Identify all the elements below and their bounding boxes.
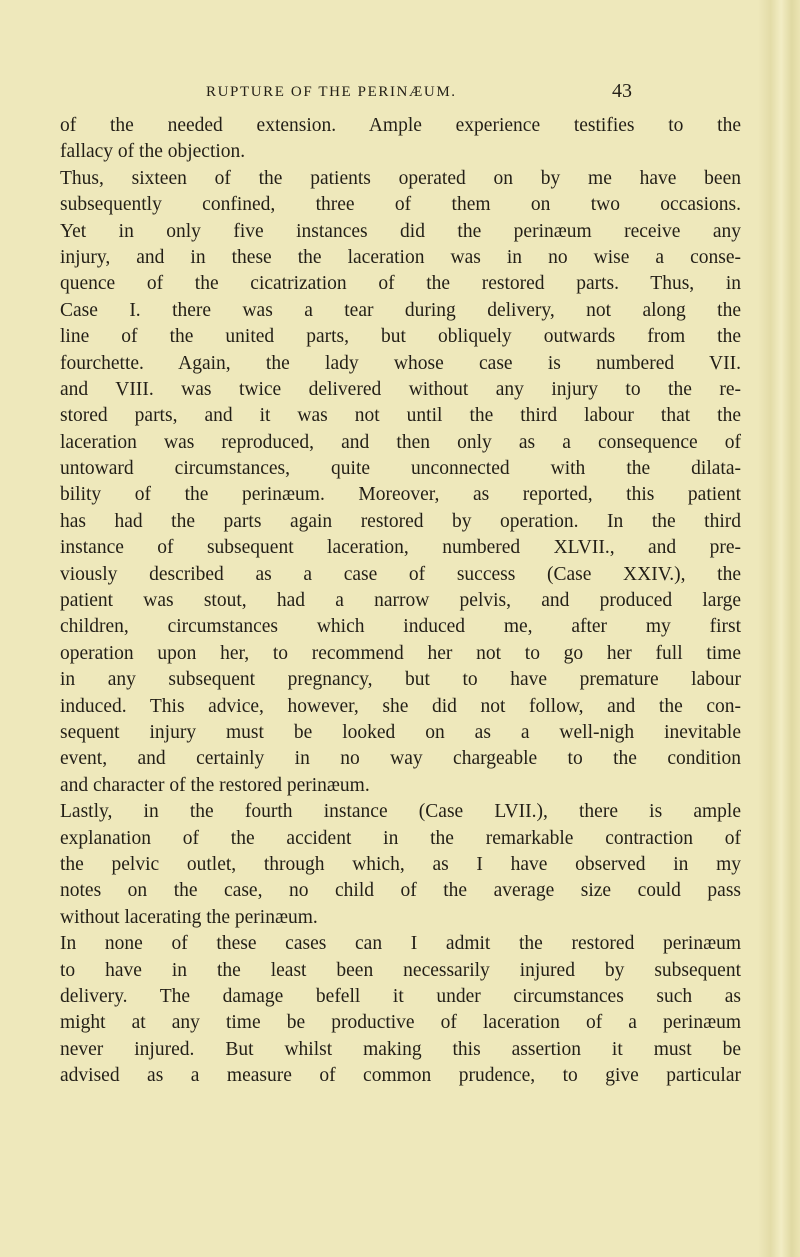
page-edge: [758, 0, 800, 1257]
text-line: subsequently confined, three of them on two occasions.: [60, 194, 741, 216]
page-number: 43: [612, 80, 632, 102]
text-line: injury, and in these the laceration was in no wise a conse-: [60, 246, 741, 268]
text-line: laceration was reproduced, and then only as a consequence of: [60, 431, 741, 453]
text-line: notes on the case, no child of the average size could pass: [60, 880, 741, 902]
text-line: Case I. there was a tear during delivery, not along the: [60, 299, 741, 321]
text-line: to have in the least been necessarily injured by subsequent: [60, 959, 741, 981]
text-line: in any subsequent pregnancy, but to have premature labour: [60, 669, 741, 691]
text-line: without lacerating the perinæum.: [60, 906, 318, 928]
text-line: advised as a measure of common prudence, to give particular: [60, 1065, 741, 1087]
text-line: has had the parts again restored by operation. In the third: [60, 510, 741, 532]
text-line: event, and certainly in no way chargeable to the condition: [60, 748, 741, 770]
text-line: might at any time be productive of laceration of a perinæum: [60, 1012, 741, 1034]
text-line: viously described as a case of success (Case XXIV.), the: [60, 563, 741, 585]
text-line: patient was stout, had a narrow pelvis, and produced large: [60, 590, 741, 612]
text-line: Thus, sixteen of the patients operated on by me have been: [60, 167, 741, 189]
text-line: instance of subsequent laceration, numbered XLVII., and pre-: [60, 537, 741, 559]
text-line: untoward circumstances, quite unconnected with the dilata-: [60, 458, 741, 480]
text-line: operation upon her, to recommend her not to go her full time: [60, 642, 741, 664]
text-line: of the needed extension. Ample experience testifies to the: [60, 115, 741, 136]
text-line: induced. This advice, however, she did not follow, and the con-: [60, 695, 741, 717]
text-line: delivery. The damage befell it under circumstances such as: [60, 985, 741, 1007]
text-line: never injured. But whilst making this assertion it must be: [60, 1038, 741, 1060]
text-line: children, circumstances which induced me, after my first: [60, 616, 741, 638]
text-line: quence of the cicatrization of the restored parts. Thus, in: [60, 273, 741, 295]
running-title: RUPTURE OF THE PERINÆUM.: [206, 84, 457, 100]
text-line: bility of the perinæum. Moreover, as reported, this patient: [60, 484, 741, 506]
text-line: explanation of the accident in the remarkable contraction of: [60, 827, 741, 849]
text-line: the pelvic outlet, through which, as I have observed in my: [60, 853, 741, 875]
body-text: [60, 113, 741, 1089]
text-line: sequent injury must be looked on as a well-nigh inevitable: [60, 721, 741, 743]
text-line: In none of these cases can I admit the restored perinæum: [60, 933, 741, 955]
text-line: and VIII. was twice delivered without any injury to the re-: [60, 378, 741, 400]
text-line: Lastly, in the fourth instance (Case LVII.), there is ample: [60, 801, 741, 823]
text-line: Yet in only five instances did the perinæum receive any: [60, 220, 741, 242]
text-line: fallacy of the objection.: [60, 141, 246, 163]
text-line: stored parts, and it was not until the third labour that the: [60, 405, 741, 427]
text-line: and character of the restored perinæum.: [60, 774, 370, 796]
text-line: fourchette. Again, the lady whose case is numbered VII.: [60, 352, 741, 374]
text-line: line of the united parts, but obliquely outwards from the: [60, 326, 741, 348]
